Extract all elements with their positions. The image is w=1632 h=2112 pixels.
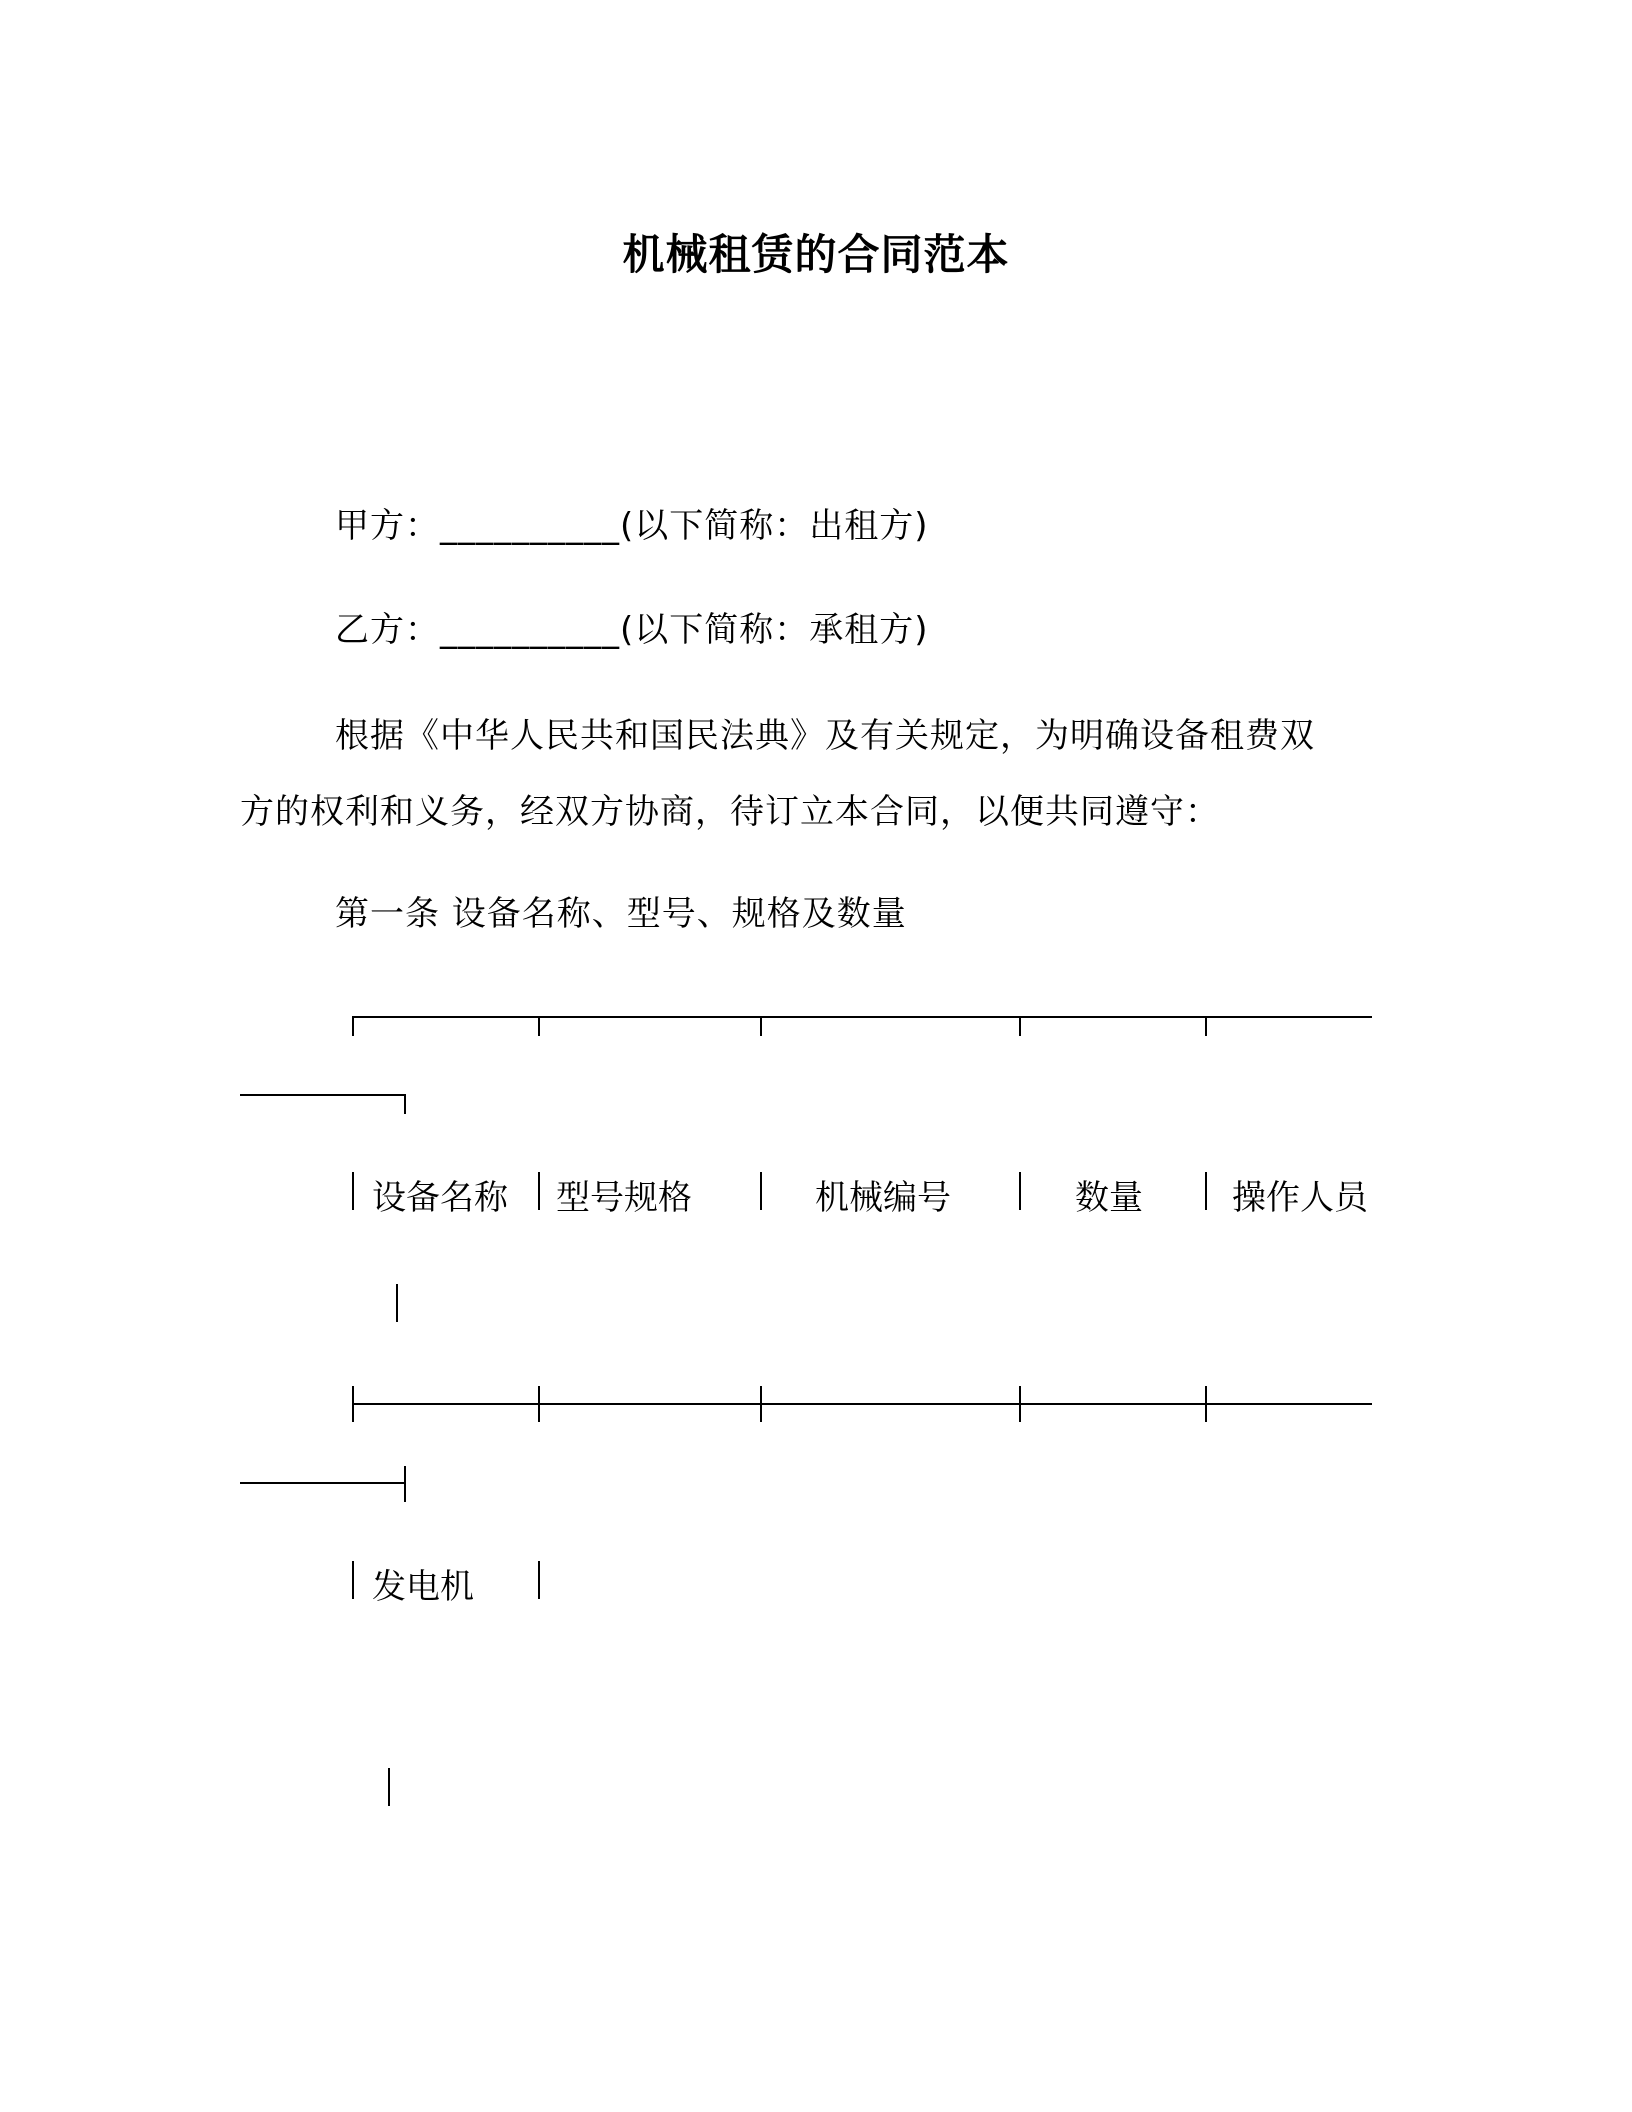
table-cell-divider: [1019, 1172, 1021, 1210]
document-title: 机械租赁的合同范本: [622, 230, 1010, 279]
intro-line-1: 根据《中华人民共和国民法典》及有关规定，为明确设备租费双: [335, 716, 1315, 756]
party-a-line: 甲方：__________(以下简称：出租方): [335, 506, 929, 546]
table-cell-divider-wrap: [396, 1284, 398, 1322]
table-mid-tick: [404, 1466, 406, 1502]
table-top-tick: [1205, 1016, 1207, 1036]
table-mid-tick: [760, 1386, 762, 1422]
table-top-tick: [538, 1016, 540, 1036]
table-header-cell: 型号规格: [556, 1178, 692, 1218]
table-top-rule-wrap: [240, 1094, 406, 1096]
table-cell-divider: [352, 1172, 354, 1210]
table-cell-divider: [1205, 1172, 1207, 1210]
table-cell-divider-wrap: [388, 1768, 390, 1806]
table-top-tick: [760, 1016, 762, 1036]
table-mid-rule: [352, 1403, 1372, 1405]
article-1-heading: 第一条 设备名称、型号、规格及数量: [335, 894, 907, 934]
table-top-tick: [352, 1016, 354, 1036]
party-b-line: 乙方：__________(以下简称：承租方): [335, 610, 929, 650]
table-cell-divider: [352, 1561, 354, 1599]
table-header-cell: 操作人员: [1232, 1178, 1368, 1218]
table-cell: 发电机: [372, 1567, 474, 1607]
table-cell-divider: [760, 1172, 762, 1210]
table-mid-rule-wrap: [240, 1482, 406, 1484]
table-mid-tick: [1019, 1386, 1021, 1422]
table-top-tick: [404, 1094, 406, 1114]
table-mid-tick: [1205, 1386, 1207, 1422]
table-header-cell: 机械编号: [815, 1178, 951, 1218]
table-header-cell: 数量: [1075, 1178, 1143, 1218]
intro-line-2: 方的权利和义务，经双方协商，待订立本合同，以便共同遵守：: [240, 792, 1220, 832]
table-cell-divider: [538, 1172, 540, 1210]
table-mid-tick: [538, 1386, 540, 1422]
table-header-cell: 设备名称: [372, 1178, 508, 1218]
table-cell-divider: [538, 1561, 540, 1599]
table-top-tick: [1019, 1016, 1021, 1036]
table-top-rule: [352, 1016, 1372, 1018]
